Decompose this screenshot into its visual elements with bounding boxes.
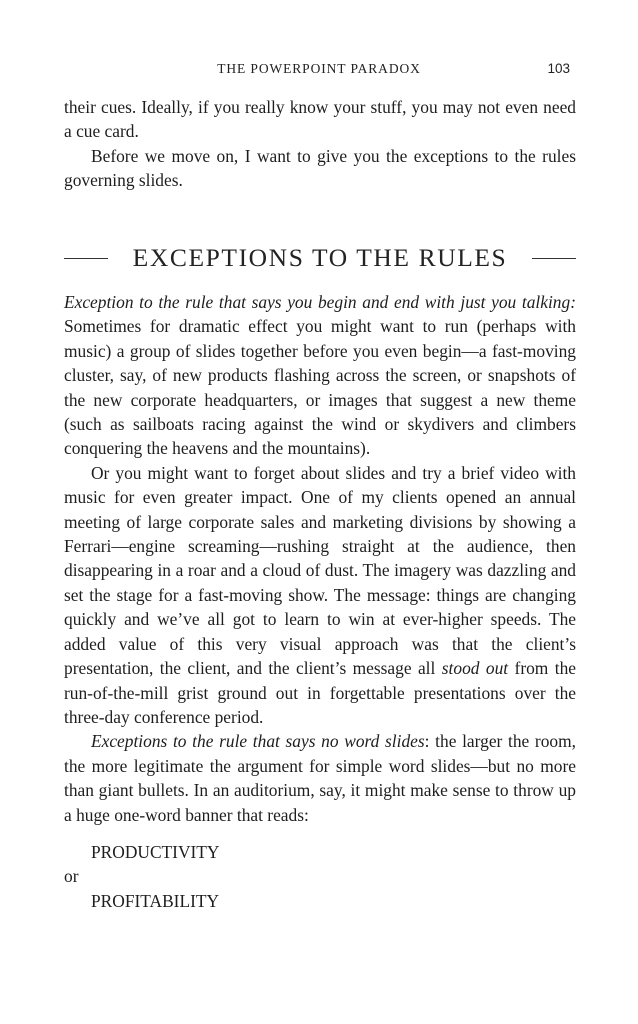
example-words: [64, 840, 576, 913]
running-title: THE POWERPOINT PARADOX: [217, 61, 421, 76]
intro-paragraph-2: Before we move on, I want to give you the exceptions to the rules governing slides.: [64, 145, 576, 191]
paragraph-2-tail: from the run-of-the-mill grist ground out in forgettable presentations over the three-day conference period.: [64, 658, 576, 727]
paragraph-1-text: Sometimes for dramatic effect you might want to run (perhaps with music) a group of slides together before you even begin—a fast-moving cluster, say, of new products flashing across the screen, or snapshots of the new corporate headquarters, or images that suggest a new theme (such as sailboats racing against the wind or skydivers and climbers conquering the heavens and the mountains).: [64, 316, 576, 459]
heading-rule-left: [64, 258, 108, 259]
running-head: [64, 61, 574, 81]
exception-lead-2: Exceptions to the rule that says no word slides: [91, 731, 425, 752]
heading-rule-right: [532, 258, 576, 259]
section-heading-text: EXCEPTIONS TO THE RULES: [132, 243, 508, 272]
example-word-profitability: PROFITABILITY: [91, 890, 220, 911]
intro-text: [64, 95, 576, 193]
paragraph-2-text: Or you might want to forget about slides and try a brief video with music for even greater impact. One of my clients opened an annual meeting of large corporate sales and marketing divisions by showing a Ferrari—engine screaming—rushing straight at the audience, then disappearing in a roar and a cloud of dust. The imagery was dazzling and set the stage for a fast-moving show. The message: things are changing quickly and we’ve all got to learn to win at ever-higher speeds. The added value of this very visual approach was that the client’s presentation, the client, and the client’s message all: [64, 462, 576, 679]
example-connector: or: [64, 866, 79, 887]
section-heading: [64, 242, 576, 274]
page-number: 103: [547, 61, 570, 76]
exception-lead-1: Exception to the rule that says you begin and end with just you talking:: [64, 292, 576, 312]
intro-paragraph-1: their cues. Ideally, if you really know your stuff, you may not even need a cue card.: [64, 97, 576, 142]
body-paragraph-1: [64, 290, 576, 461]
body-paragraph-2: [64, 461, 576, 729]
body-text: [64, 290, 576, 827]
example-word-productivity: PRODUCTIVITY: [91, 842, 220, 862]
paragraph-2-emphasis: stood out: [441, 658, 509, 679]
body-paragraph-3: [64, 729, 576, 827]
paragraph-3-text: : the larger the room, the more legitimate the argument for simple word slides—but no more than giant bullets. In an auditorium, say, it might make sense to throw up a huge one-word banner that reads:: [64, 731, 576, 825]
